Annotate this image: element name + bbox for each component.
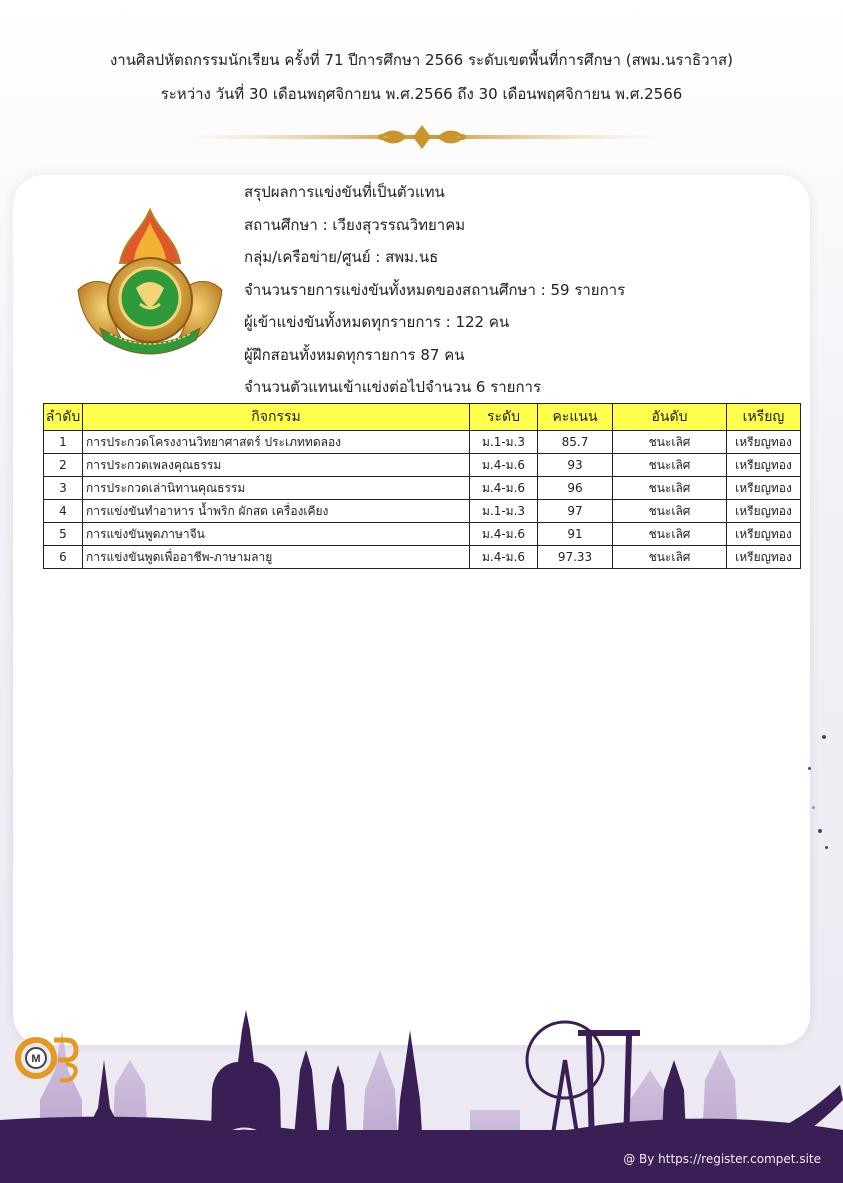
cell-level: ม.1-ม.3: [470, 431, 538, 454]
decorative-dot: [812, 806, 815, 809]
table-row: [44, 477, 801, 500]
cell-activity: การแข่งขันทำอาหาร น้ำพริก ผักสด เครื่องเคียง: [83, 500, 470, 523]
table-row: [44, 546, 801, 569]
cell-medal: เหรียญทอง: [727, 523, 801, 546]
cell-medal: เหรียญทอง: [727, 477, 801, 500]
cell-no: 6: [44, 546, 83, 569]
header-date-range: ระหว่าง วันที่ 30 เดือนพฤศจิกายน พ.ศ.2566 ถึง 30 เดือนพฤศจิกายน พ.ศ.2566: [160, 85, 683, 103]
footer-site-link[interactable]: @ By https://register.compet.site: [623, 1152, 821, 1166]
col-header-score: คะแนน: [538, 404, 613, 431]
cell-placement: ชนะเลิศ: [613, 500, 727, 523]
table-row: [44, 500, 801, 523]
total-events: จำนวนรายการแข่งขันทั้งหมดของสถานศึกษา : 59 รายการ: [244, 280, 626, 299]
header-title: งานศิลปหัตถกรรมนักเรียน ครั้งที่ 71 ปีการศึกษา 2566 ระดับเขตพื้นที่การศึกษา (สพม.นราธิวาส): [109, 51, 734, 69]
col-header-placement: อันดับ: [613, 404, 727, 431]
cell-activity: การแข่งขันพูดเพื่ออาชีพ-ภาษามลายู: [83, 546, 470, 569]
cell-placement: ชนะเลิศ: [613, 523, 727, 546]
obec-emblem-icon: [70, 208, 230, 368]
cell-level: ม.4-ม.6: [470, 523, 538, 546]
cell-placement: ชนะเลิศ: [613, 431, 727, 454]
cell-no: 2: [44, 454, 83, 477]
cell-activity: การประกวดเล่านิทานคุณธรรม: [83, 477, 470, 500]
cell-medal: เหรียญทอง: [727, 500, 801, 523]
col-header-activity: กิจกรรม: [83, 404, 470, 431]
cell-activity: การประกวดโครงงานวิทยาศาสตร์ ประเภททดลอง: [83, 431, 470, 454]
cell-score: 93: [538, 454, 613, 477]
table-row: [44, 431, 801, 454]
gold-ornament-divider-icon: [185, 122, 660, 152]
col-header-medal: เหรียญ: [727, 404, 801, 431]
cell-no: 5: [44, 523, 83, 546]
cell-medal: เหรียญทอง: [727, 431, 801, 454]
cell-level: ม.4-ม.6: [470, 477, 538, 500]
decorative-dot: [822, 735, 826, 739]
page-header: [0, 0, 843, 175]
summary-title: สรุปผลการแข่งขันที่เป็นตัวแทน: [244, 183, 445, 201]
cell-score: 91: [538, 523, 613, 546]
representative-count: จำนวนตัวแทนเข้าแข่งต่อไปจำนวน 6 รายการ: [244, 378, 542, 396]
decorative-dot: [808, 767, 811, 770]
results-table: [43, 403, 801, 569]
table-row: [44, 454, 801, 477]
col-header-level: ระดับ: [470, 404, 538, 431]
svg-text:M: M: [31, 1053, 41, 1065]
cell-score: 97: [538, 500, 613, 523]
cell-no: 3: [44, 477, 83, 500]
col-header-rank-no: ลำดับ: [44, 404, 83, 431]
cell-level: ม.4-ม.6: [470, 546, 538, 569]
summary-info: [244, 180, 804, 408]
cell-level: ม.1-ม.3: [470, 500, 538, 523]
decorative-dot: [818, 829, 822, 833]
cell-level: ม.4-ม.6: [470, 454, 538, 477]
eps-logo-icon: [14, 1030, 86, 1086]
cell-activity: การแข่งขันพูดภาษาจีน: [83, 523, 470, 546]
table-row: [44, 523, 801, 546]
cell-activity: การประกวดเพลงคุณธรรม: [83, 454, 470, 477]
cell-score: 85.7: [538, 431, 613, 454]
cell-placement: ชนะเลิศ: [613, 477, 727, 500]
cell-medal: เหรียญทอง: [727, 546, 801, 569]
cell-medal: เหรียญทอง: [727, 454, 801, 477]
cell-score: 96: [538, 477, 613, 500]
table-header-row: [44, 404, 801, 431]
cell-placement: ชนะเลิศ: [613, 546, 727, 569]
total-coaches: ผู้ฝึกสอนทั้งหมดทุกรายการ 87 คน: [244, 345, 465, 364]
cell-score: 97.33: [538, 546, 613, 569]
school-group: กลุ่ม/เครือข่าย/ศูนย์ : สพม.นธ: [244, 248, 439, 266]
cell-no: 4: [44, 500, 83, 523]
total-competitors: ผู้เข้าแข่งขันทั้งหมดทุกรายการ : 122 คน: [244, 313, 510, 331]
school-name: สถานศึกษา : เวียงสุวรรณวิทยาคม: [244, 215, 466, 234]
cell-no: 1: [44, 431, 83, 454]
decorative-dot: [825, 846, 828, 849]
cell-placement: ชนะเลิศ: [613, 454, 727, 477]
